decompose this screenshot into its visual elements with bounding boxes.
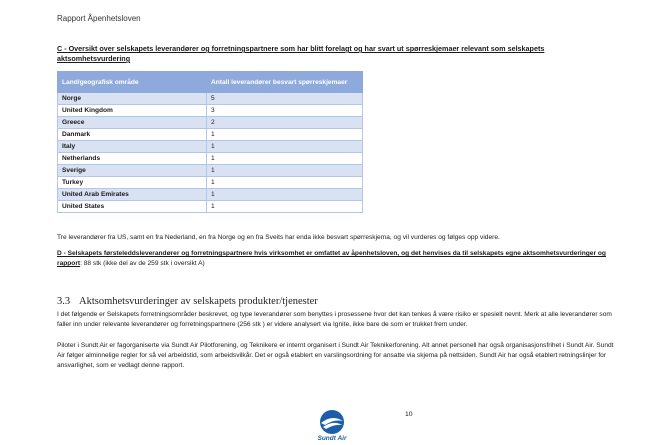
table-row (58, 117, 363, 129)
table-row (58, 189, 363, 201)
table-row (58, 93, 363, 105)
country-cell: Danmark (58, 129, 207, 141)
country-cell: Netherlands (58, 153, 207, 165)
count-cell: 1 (207, 201, 363, 213)
section-number: 3.3 (57, 296, 71, 307)
country-cell: Sverige (58, 165, 207, 177)
page-number: 10 (405, 411, 413, 418)
supplier-country-table (57, 71, 363, 213)
country-cell: Turkey (58, 177, 207, 189)
table-row (58, 153, 363, 165)
section-c-heading: C - Oversikt over selskapets leverandører og forretningspartnere som har blitt forelagt og har svart ut spørreskjemaer relevant som selskapets aktsomhetsvurdering (57, 44, 545, 63)
table-row (58, 177, 363, 189)
section-3-3-paragraph-2: Piloter i Sundt Air er fagorganiserte via Sundt Air Pilotforening, og Teknikere er internt organisert i Sundt Air Teknikerforening. Alt annet personell har også organisasjonsfrihet i Sundt Air. Sundt Air følger alminnelige regler for så vel arbeidstid, som arbeidsvilkår. Det er også etablert en varslingsordning for ansatte via skjema på nettsiden. Sundt Air har også etablert retningslinjer for ansvarlighet, som er vedlagt denne rapport. (57, 342, 614, 369)
count-cell: 1 (207, 153, 363, 165)
section-title: Aktsomhetsvurderinger av selskapets produkter/tjenester (79, 296, 318, 307)
country-cell: United States (58, 201, 207, 213)
count-cell: 3 (207, 105, 363, 117)
table-row (58, 165, 363, 177)
count-cell: 1 (207, 129, 363, 141)
table-row (58, 141, 363, 153)
count-cell: 1 (207, 165, 363, 177)
country-cell: United Arab Emirates (58, 189, 207, 201)
table-row (58, 129, 363, 141)
country-cell: Greece (58, 117, 207, 129)
column-header-country: Land/geografisk område (58, 72, 207, 93)
table-row (58, 105, 363, 117)
remaining-suppliers-paragraph: Tre leverandører fra US, samt en fra Nederland, en fra Norge og en fra Sveits har enda ikke besvart spørreskjema, og vil vurderes og følges opp videre. (57, 234, 500, 241)
table-row (58, 201, 363, 213)
country-cell: Norge (58, 93, 207, 105)
section-d-heading: D - Selskapets førsteleddsleverandører og forretningspartnere hvis virksomhet er omfattet av åpenhetsloven, og det henvises da til selskapets egne aktsomhetsvurderinger og rapport (57, 250, 606, 267)
count-cell: 1 (207, 177, 363, 189)
logo-text: Sundt Air (317, 435, 347, 442)
section-d-paragraph (57, 249, 617, 269)
section-3-3-paragraph-1: I det følgende er Selskapets forretningsområder beskrevet, og type leverandører som benyttes i prosessene hvor det kan tenkes å være risiko er spesielt nevnt. Merk at alle leverandører som faller inn under relevante leverandører og forretningspartnere (256 stk ) er videre analysert via Ignite, ikke bare de som er trukket frem under. (57, 311, 612, 328)
count-cell: 1 (207, 141, 363, 153)
report-header-title: Rapport Åpenhetsloven (57, 14, 141, 23)
count-cell: 2 (207, 117, 363, 129)
section-3-3-heading (57, 296, 318, 307)
section-d-suffix: : 88 stk (ikke del av de 259 stk i oversikt A) (80, 260, 205, 267)
count-cell: 5 (207, 93, 363, 105)
logo-mark-icon (313, 408, 351, 436)
sundt-air-logo (313, 408, 351, 445)
country-cell: United Kingdom (58, 105, 207, 117)
country-cell: Italy (58, 141, 207, 153)
count-cell: 1 (207, 189, 363, 201)
column-header-count: Antall leverandører besvart spørreskjemaer (207, 72, 363, 93)
table-header-row (58, 72, 363, 93)
